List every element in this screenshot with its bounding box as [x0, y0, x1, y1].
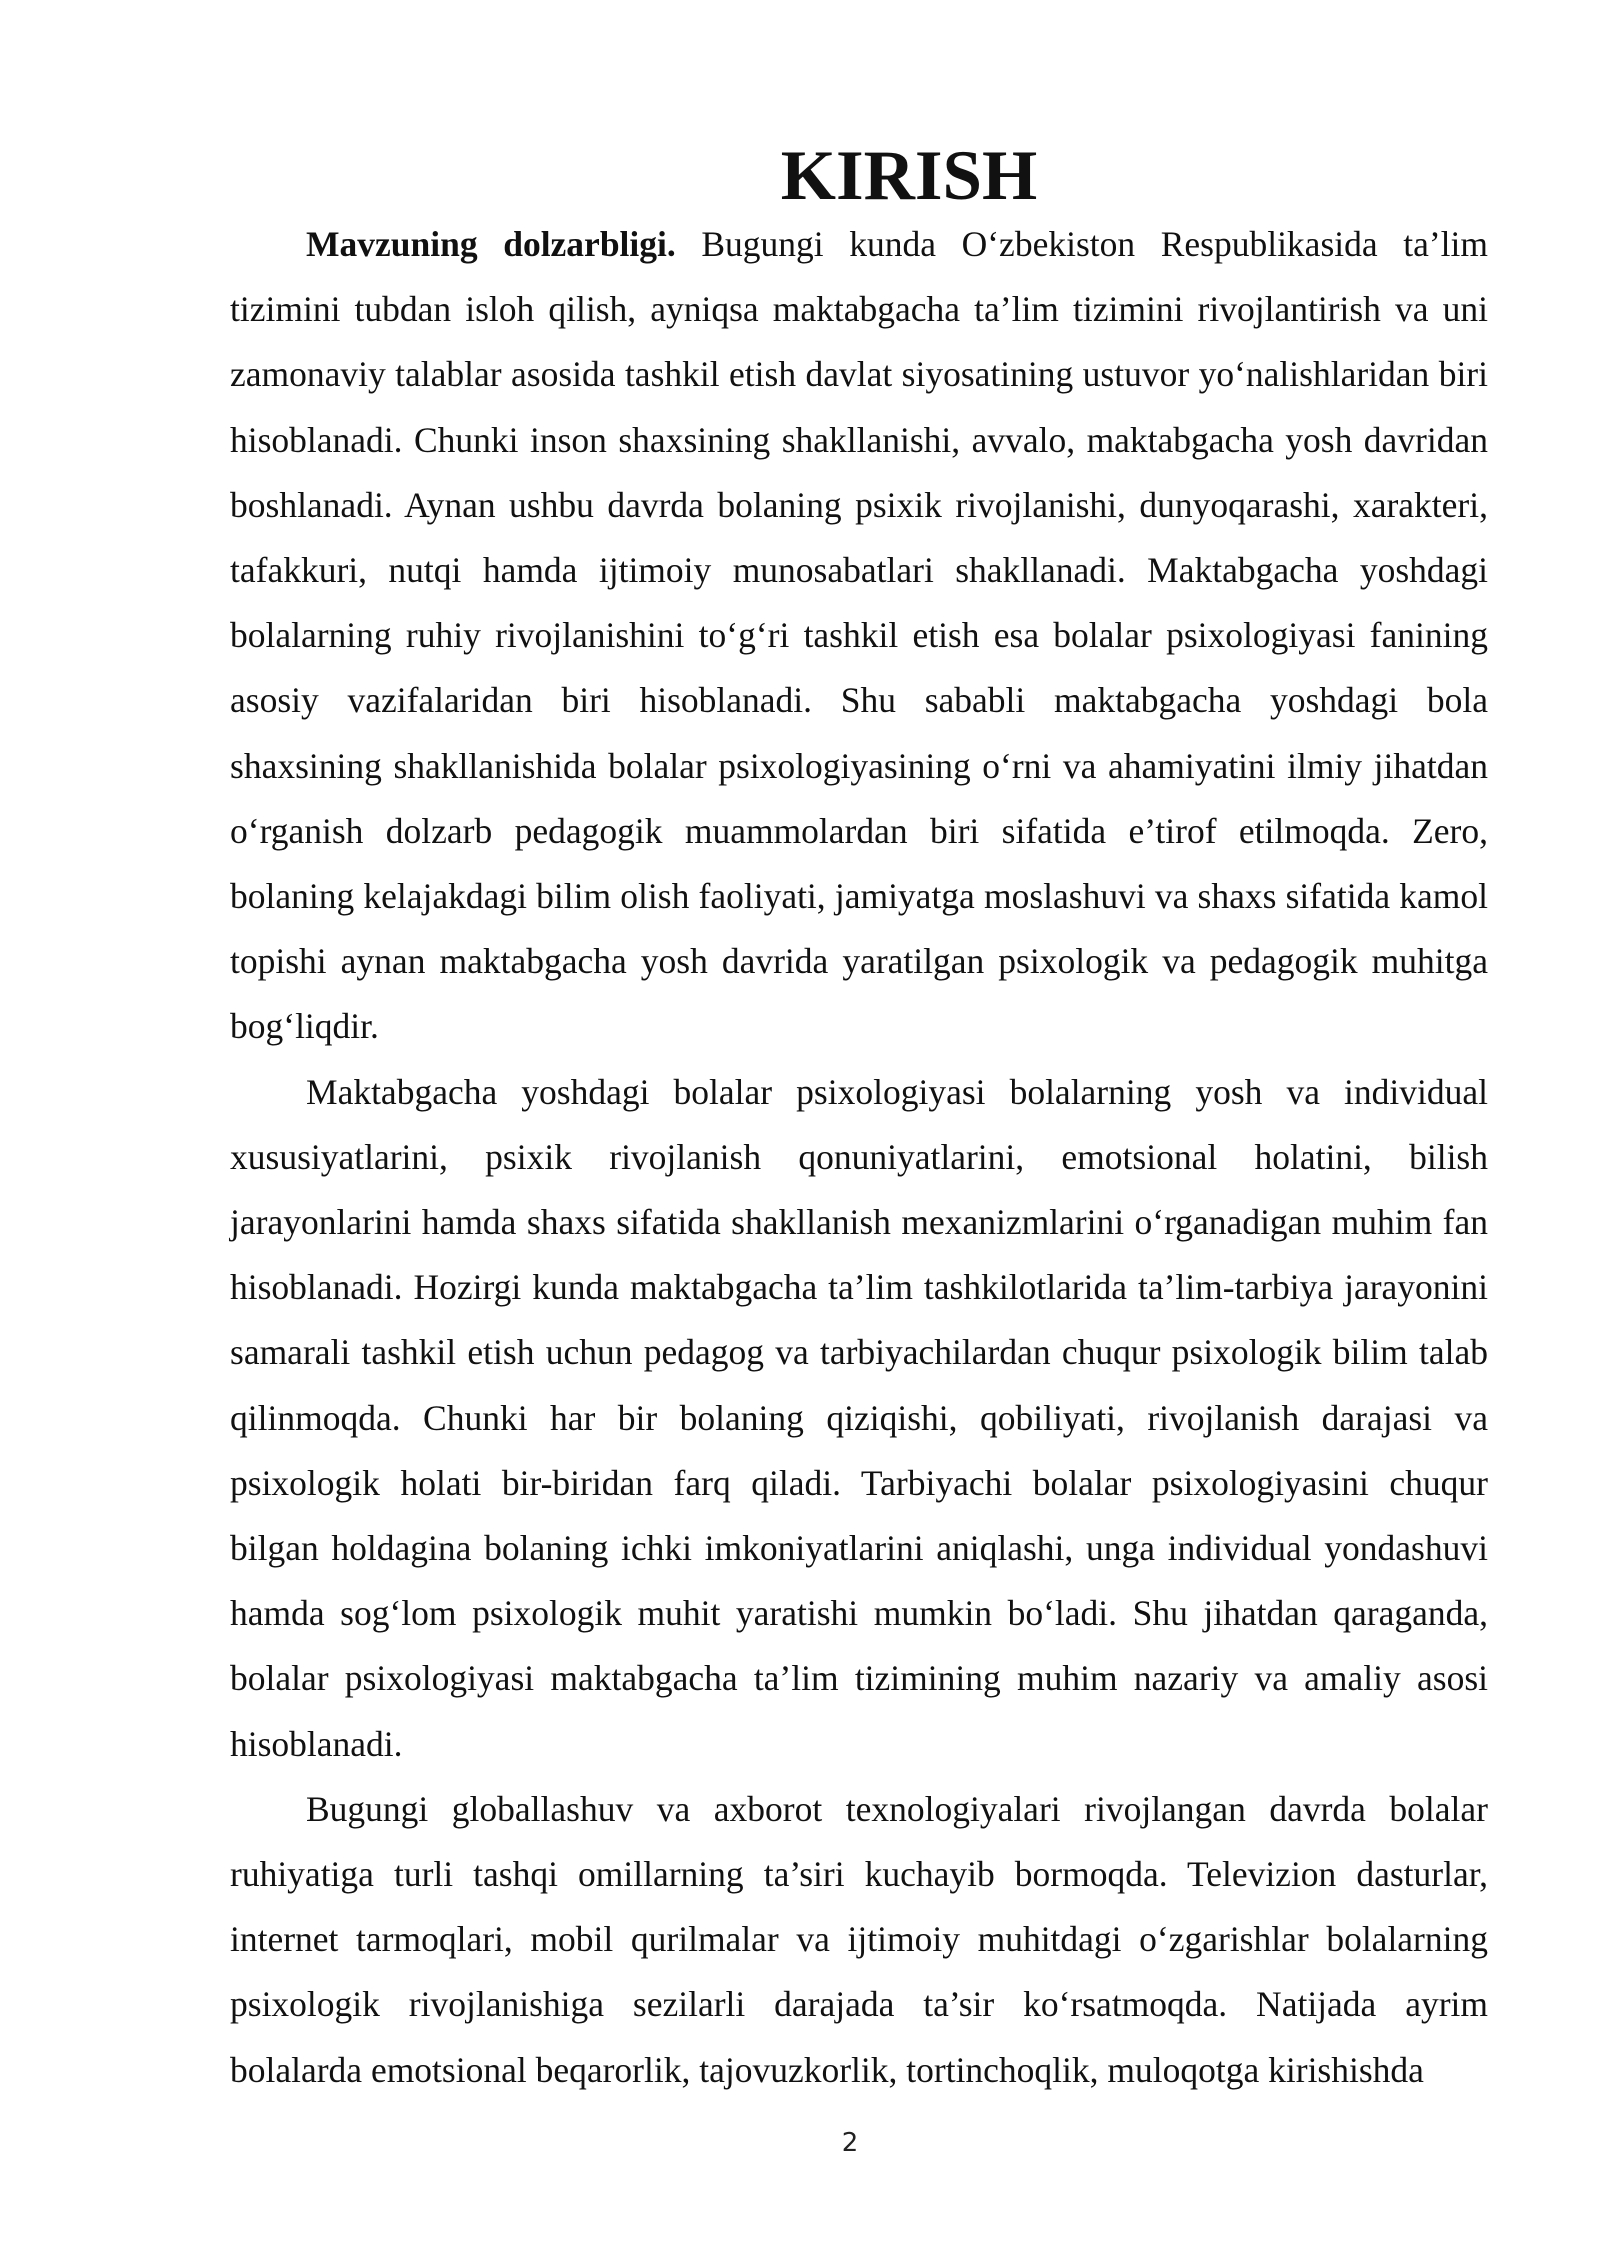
- paragraph-psychology: Maktabgacha yoshdagi bolalar psixologiyasi bolalarning yosh va individual xususiyatlarini, psixik rivojlanish qonuniyatlarini, emotsional holatini, bilish jarayonlarini hamda shaxs sifatida shakllanish mexanizmlarini o‘rganadigan muhim fan hisoblanadi. Hozirgi kunda maktabgacha ta’lim tashkilotlarida ta’lim-tarbiya jarayonini samarali tashkil etish uchun pedagog va tarbiyachilardan chuqur psixologik bilim talab qilinmoqda. Chunki har bir bolaning qiziqishi, qobiliyati, rivojlanish darajasi va psixologik holati bir-biridan farq qiladi. Tarbiyachi bolalar psixologiyasini chuqur bilgan holdagina bolaning ichki imkoniyatlarini aniqlashi, unga individual yondashuvi hamda sog‘lom psixologik muhit yaratishi mumkin bo‘ladi. Shu jihatdan qaraganda, bolalar psixologiyasi maktabgacha ta’lim tizimining muhim nazariy va amaliy asosi hisoblanadi.: [230, 1071, 1488, 1764]
- section-heading: KIRISH: [780, 137, 1038, 215]
- paragraph-relevance: [230, 212, 1488, 1060]
- paragraph-lead: Mavzuning dolzarbligi.: [306, 224, 676, 264]
- paragraph-globalization: Bugungi globallashuv va axborot texnologiyalari rivojlangan davrda bolalar ruhiyatiga turli tashqi omillarning ta’siri kuchayib bormoqda. Televizion dasturlar, internet tarmoqlari, mobil qurilmalar va ijtimoiy muhitdagi o‘zgarishlar bolalarning psixologik rivojlanishiga sezilarli darajada ta’sir ko‘rsatmoqda. Natijada ayrim bolalarda emotsional beqarorlik, tajovuzkorlik, tortinchoqlik, muloqotga kirishishda: [230, 1788, 1488, 2090]
- document-body: [230, 137, 1488, 2103]
- paragraph-text: Bugungi kunda O‘zbekiston Respublikasida ta’lim tizimini tubdan isloh qilish, ayniqsa maktabgacha ta’lim tizimini rivojlantirish va uni zamonaviy talablar asosida tashkil etish davlat siyosatining ustuvor yo‘nalishlaridan biri hisoblanadi. Chunki inson shaxsining shakllanishi, avvalo, maktabgacha yosh davridan boshlanadi. Aynan ushbu davrda bolaning psixik rivojlanishi, dunyoqarashi, xarakteri, tafakkuri, nutqi hamda ijtimoiy munosabatlari shakllanadi. Maktabgacha yoshdagi bolalarning ruhiy rivojlanishini to‘g‘ri tashkil etish esa bolalar psixologiyasi fanining asosiy vazifalaridan biri hisoblanadi. Shu sababli maktabgacha yoshdagi bola shaxsining shakllanishida bolalar psixologiyasining o‘rni va ahamiyatini ilmiy jihatdan o‘rganish dolzarb pedagogik muammolardan biri sifatida e’tirof etilmoqda. Zero, bolaning kelajakdagi bilim olish faoliyati, jamiyatga moslashuvi va shaxs sifatida kamol topishi aynan maktabgacha yosh davrida yaratilgan psixologik va pedagogik muhitga bog‘liqdir.: [230, 224, 1488, 1047]
- page-number: 2: [841, 2128, 859, 2158]
